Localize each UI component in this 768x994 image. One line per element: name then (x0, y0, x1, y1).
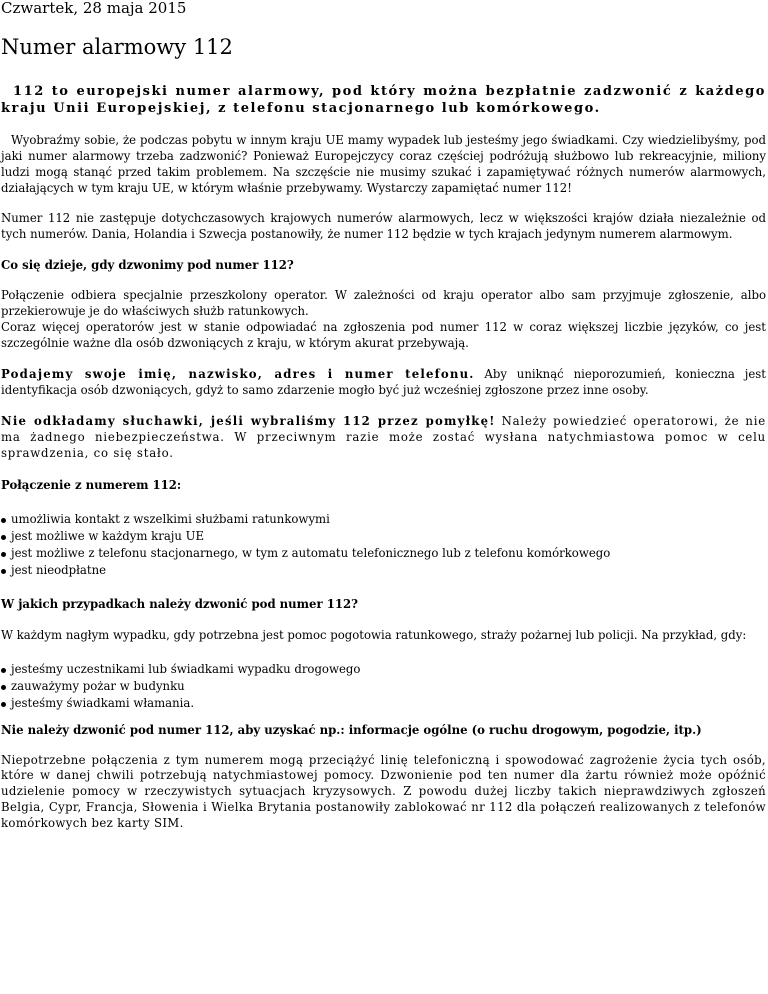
section-heading-what-happens: Co się dzieje, gdy dzwonimy pod numer 112? (1, 258, 294, 273)
list-item: zauważymy pożar w budynku (1, 678, 766, 695)
list-item: jest możliwe w każdym kraju UE (1, 528, 766, 545)
mistake-rest: Należy powiedzieć operatorowi, że nie ma żadnego niebezpieczeństwa. W przeciwnym razie może zostać wysłana natychmiastowa pomoc w celu sprawdzenia, co się stało. (1, 413, 766, 460)
when-to-call-paragraph: W każdym nagłym wypadku, gdy potrzebna jest pomoc pogotowia ratunkowego, straży pożarnej lub policji. Na przykład, gdy: (1, 627, 747, 642)
section-heading-connection: Połączenie z numerem 112: (1, 477, 182, 492)
identify-rest: Aby uniknąć nieporozumień, konieczna jest identyfikacja osób dzwoniących, gdyż to samo zdarzenie mogło być już wcześniej zgłoszone przez inne osoby. (1, 367, 766, 397)
list-item: jest możliwe z telefonu stacjonarnego, w tym z automatu telefonicznego lub z telefonu komórkowego (1, 545, 766, 562)
when-to-call-list (1, 661, 766, 712)
section-heading-do-not-call: Nie należy dzwonić pod numer 112, aby uzyskać np.: informacje ogólne (o ruchu drogowym, pogodzie, itp.) (1, 722, 702, 737)
list-item: jest nieodpłatne (1, 562, 766, 579)
intro-paragraph-2: Numer 112 nie zastępuje dotychczasowych krajowych numerów alarmowych, lecz w większości krajów działa niezależnie od tych numerów. Dania, Holandia i Szwecja postanowiły, że numer 112 będzie w tych krajach jedynym numerem alarmowym. (1, 210, 766, 241)
mistake-paragraph (1, 414, 766, 462)
intro-paragraph-1: Wyobraźmy sobie, że podczas pobytu w innym kraju UE mamy wypadek lub jesteśmy jego świadkami. Czy wiedzielibyśmy, pod jaki numer alarmowy trzeba zadzwonić? Ponieważ Europejczycy coraz częściej podróżują służbowo lub rekreacyjnie, miliony ludzi mogą stanąć przed takim problemem. Na szczęście nie musimy szukać i zapamiętywać różnych numerów alarmowych, działających w tym kraju UE, w którym właśnie przebywamy. Wystarczy zapamiętać numer 112! (1, 133, 766, 195)
section-heading-when-to-call: W jakich przypadkach należy dzwonić pod numer 112? (1, 596, 358, 611)
article-lead: 112 to europejski numer alarmowy, pod który można bezpłatnie zadzwonić z każdego kraju Unii Europejskiej, z telefonu stacjonarnego lub komórkowego. (1, 84, 766, 116)
languages-paragraph: Coraz więcej operatorów jest w stanie odpowiadać na zgłoszenia pod numer 112 w coraz większej liczbie języków, co jest szczególnie ważne dla osób dzwoniących z kraju, w którym akurat przebywają. (1, 320, 766, 351)
connection-list (1, 511, 766, 579)
list-item: umożliwia kontakt z wszelkimi służbami ratunkowymi (1, 511, 766, 528)
list-item: jesteśmy świadkami włamania. (1, 695, 766, 712)
mistake-strong: Nie odkładamy słuchawki, jeśli wybraliśmy 112 przez pomyłkę! (1, 413, 496, 428)
do-not-call-paragraph: Niepotrzebne połączenia z tym numerem mogą przeciążyć linię telefoniczną i spowodować zagrożenie życia tych osób, które w danej chwili potrzebują natychmiastowej pomocy. Dzwonienie pod ten numer dla żartu również może opóźnić udzielenie pomocy w rzeczywistych sytuacjach kryzysowych. Z powodu dużej liczby takich nieprawdziwych zgłoszeń Belgia, Cypr, Francja, Słowenia i Wielka Brytania postanowiły zablokować nr 112 dla połączeń realizowanych z telefonów komórkowych bez karty SIM. (1, 752, 766, 831)
identify-strong: Podajemy swoje imię, nazwisko, adres i numer telefonu. (1, 367, 475, 382)
list-item: jesteśmy uczestnikami lub świadkami wypadku drogowego (1, 661, 766, 678)
operator-paragraph: Połączenie odbiera specjalnie przeszkolony operator. W zależności od kraju operator albo sam przyjmuje zgłoszenie, albo przekierowuje je do właściwych służb ratunkowych. (1, 288, 766, 319)
page-title: Numer alarmowy 112 (1, 35, 233, 59)
identify-paragraph (1, 367, 766, 399)
article-date: Czwartek, 28 maja 2015 (1, 0, 187, 17)
